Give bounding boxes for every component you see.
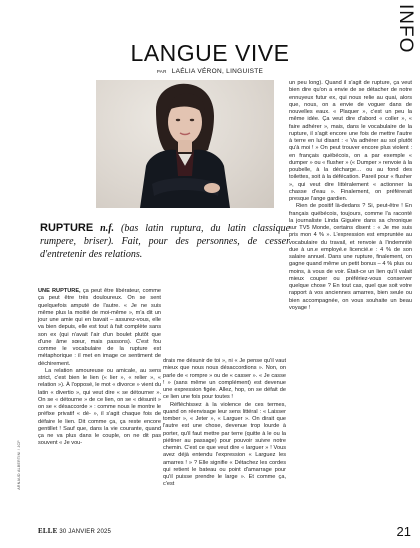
issue-date: 30 JANVIER 2025 [59,529,112,535]
article-column-middle [163,358,286,489]
page-number: 21 [396,524,411,539]
definition-etymology: (bas latin ruptura, du latin classique rumpere, briser). [40,223,291,247]
paragraph: drais me désunir de toi », ni « Je pense qu'il vaut mieux que nous nous désaccordions ». Non, on parle de « rompre » ou de « casser ». « Je casse ! » (sans même un complément) est devenue une expression figée. Allez, hop, on se défait de ce lien une fois pour toutes ! [163,358,286,401]
byline-prefix: PAR [156,69,167,74]
photo-credit: ARNAUD ALBERTINI / JCP [17,440,21,490]
definition-term: RUPTURE [40,222,94,234]
article-column-left [38,288,161,448]
author-portrait [96,80,274,208]
byline-author: LAÉLIA VÉRON, LINGUISTE [171,68,264,75]
lead-in: UNE RUPTURE, [38,288,81,294]
portrait-illustration [96,80,274,208]
paragraph: La relation amoureuse ou amicale, au sens strict, c'est bien le lien (« lier », « relier », « relation »). À l'opposé, le mot « divorce » vient du latin « divertio », qui veut dire « se détourner ». On se « détourne » de ce lien, on se « désunit » on se « désaccorde » : comme nous le montre le préfixe privatif « dé- », il s'agit chaque fois de défaire le lien. Dit comme ça, ça reste encore gentillet ! Sauf que, dans la vie courante, quand ça ne va plus dans le couple, on ne dit pas souvent « Je vou- [38,367,161,447]
page-title: LANGUE VIVE [130,40,290,66]
article-column-right [289,80,412,312]
paragraph: Réfléchissez à la violence de ces termes, quand on réenvisage leur sens littéral : « Laisser tomber », « Jeter », « Larguer ». On dirait que l'autre est une chose, devenue trop lourde à porter, qu'il faut mettre par terre (quitte à le ou la piétiner au passage) pour pouvoir suivre notre chemin. C'est ce que veut dire « larguer » ! Vous avez déjà entendu l'expression « Larguez les amarres ! » ? Elle signifie « Détachez les cordes qui retient le bateau ou point d'amarrage pour qu'il puisse prendre le large ». Et comme ça, c'est [163,401,286,488]
paragraph [38,288,161,368]
definition-part-of-speech: n.f. [100,223,115,234]
section-rubric: INFO [395,4,416,54]
page-footer [38,527,111,535]
paragraph: un peu long). Quand il s'agit de rupture, ça veut bien dire qu'on a envie de se détacher de notre ennuyeux futur ex, qui nous relie au quai, alors que, nous, on a envie de voguer dans de nouvelles eaux. « Plaquer », c'est un peu la même idée. Ça veut dire d'abord « coller », « faire adhérer », mais, dans le vocabulaire de la rupture, il s'agit encore une fois de mettre l'autre à terre en lui disant : « Va adhérer au sol plutôt qu'à moi ! » On peut trouver encore plus violent : en français québécois, on a par exemple « dumper » ou « flusher » (« Dumper » renvoie à la poubelle, à la décharge… ou au fond des toilettes, soit à la défécation. Pareil pour « flusher », qui veut dire littéralement « actionner la chasse d'eau ». Finalement, on préférerait presque l'ange gardien. [289,80,412,202]
dictionary-definition [40,222,290,261]
byline [0,68,420,75]
definition-meaning: Fait, pour des personnes, de cesser d'entretenir des relations. [40,236,291,260]
magazine-brand: ELLE [38,527,58,535]
paragraph: Rien de positif là-dedans ? Si, peut-être ! En français québécois, toujours, comme l'a raconté la journaliste Linda Giguère dans sa chronique sur TV5 Monde, certains disent : « Je me suis pris mon 4 % ». L'expression est empruntée au vocabulaire du travail, et renvoie à l'indemnité due à un.e employé.e licencié.e : 4 % de son salaire annuel. Dans une rupture, finalement, on gagne quand même un petit bonus – 4 % plus ou moins, à vous de voir. Était-ce un lien qu'il valait mieux couper ou préfériez-vous conserver quelque chose ? En tout cas, quel que soit votre rapport à vos anciennes amarres, bien seule ou bien accompagnée, on vous souhaite un beau voyage ! [289,203,412,311]
paragraph-text: ça peut être libérateur, comme ça peut être très douloureux. On se sent quelquefois amputé de l'autre. « Je ne suis même plus la moitié de moi-même », m'a dit un jour une amie qui en bavait – assurez-vous, elle va bien depuis, elle est tout à fait complète sans son ex (qui n'avait l'air d'un boulet plutôt que d'une âme sœur, mais passons). C'est fou comme le vocabulaire de la rupture est métaphorique : il met en image ce sentiment de déchirement. [38,288,161,367]
